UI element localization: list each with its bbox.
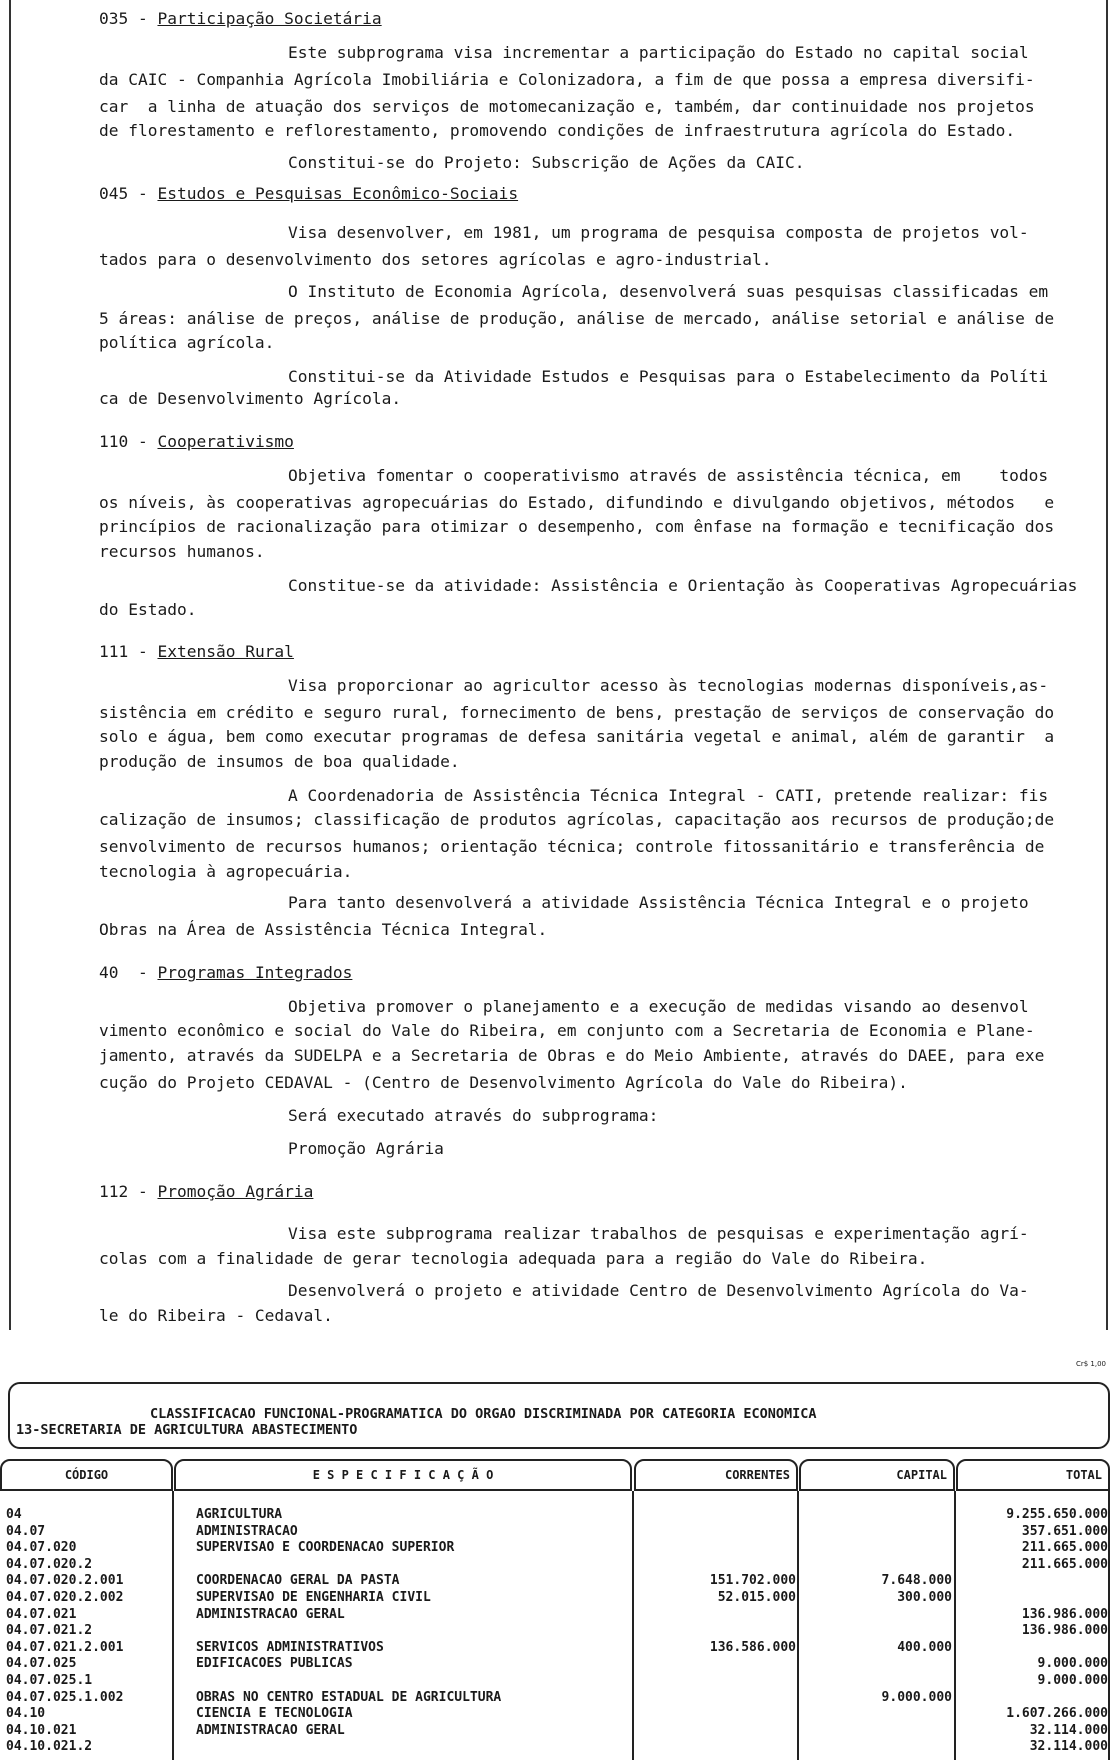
cell-total: 32.114.000	[1029, 1722, 1108, 1738]
section-heading	[99, 185, 518, 203]
cell-capital: 400.000	[897, 1639, 952, 1655]
section-title: Estudos e Pesquisas Econômico-Sociais	[157, 184, 519, 203]
section-number: 035 -	[99, 9, 158, 28]
cell-correntes: 52.015.000	[717, 1590, 796, 1605]
text-line: produção de insumos de boa qualidade.	[99, 752, 460, 771]
cell-total: 9.000.000	[1037, 1656, 1108, 1672]
text-line: O Instituto de Economia Agrícola, desenvolverá suas pesquisas classificadas em	[288, 282, 1049, 301]
cell-codigo: 04	[6, 1507, 22, 1522]
right-border	[1106, 0, 1108, 1330]
text-line: do Estado.	[99, 600, 197, 619]
text-line: Visa desenvolver, em 1981, um programa de pesquisa composta de projetos vol-	[288, 223, 1029, 242]
text-line: Para tanto desenvolverá a atividade Assistência Técnica Integral e o projeto	[288, 893, 1029, 912]
section-heading	[99, 643, 294, 661]
cell-especificacao: ADMINISTRACAO GERAL	[196, 1606, 345, 1622]
cell-codigo: 04.07.020.2.002	[6, 1590, 124, 1605]
text-line: car a linha de atuação dos serviços de motomecanização e, também, dar continuidade nos projetos	[99, 97, 1035, 116]
col-header-codigo: CÓDIGO	[0, 1459, 173, 1491]
text-line: cução do Projeto CEDAVAL - (Centro de Desenvolvimento Agrícola do Vale do Ribeira).	[99, 1073, 908, 1092]
cell-total: 211.665.000	[1021, 1540, 1108, 1556]
cell-especificacao: ADMINISTRACAO	[196, 1523, 298, 1539]
cell-codigo: 04.07.021	[6, 1606, 77, 1622]
section-heading	[99, 10, 382, 28]
text-line: Visa proporcionar ao agricultor acesso às tecnologias modernas disponíveis,as-	[288, 676, 1049, 695]
section-heading	[99, 433, 294, 451]
cell-codigo: 04.07.021.2.001	[6, 1639, 124, 1655]
cell-correntes: 151.702.000	[709, 1573, 796, 1589]
cell-codigo: 04.10	[6, 1706, 46, 1722]
cell-codigo: 04.07.020.2.001	[6, 1573, 124, 1589]
report-header	[8, 1382, 1110, 1449]
cell-total: 136.986.000	[1021, 1623, 1108, 1639]
table-row	[0, 1540, 1112, 1556]
table-row	[0, 1640, 1112, 1656]
text-line: política agrícola.	[99, 333, 275, 352]
cell-especificacao: EDIFICACOES PUBLICAS	[196, 1656, 353, 1672]
col-header-capital: CAPITAL	[799, 1459, 955, 1491]
cell-total: 136.986.000	[1021, 1606, 1108, 1622]
text-line: Este subprograma visa incrementar a participação do Estado no capital social	[288, 43, 1029, 62]
section-number: 045 -	[99, 184, 158, 203]
cell-total: 32.114.000	[1029, 1739, 1108, 1755]
cell-especificacao: SUPERVISAO DE ENGENHARIA CIVIL	[196, 1590, 431, 1605]
text-line: da CAIC - Companhia Agrícola Imobiliária e Colonizadora, a fim de que possa a empresa diversifi-	[99, 70, 1035, 89]
text-line: Objetiva fomentar o cooperativismo através de assistência técnica, em todos	[288, 466, 1049, 485]
text-line: A Coordenadoria de Assistência Técnica Integral - CATI, pretende realizar: fis	[288, 786, 1049, 805]
cell-especificacao: SUPERVISAO E COORDENACAO SUPERIOR	[196, 1540, 455, 1556]
cell-total: 1.607.266.000	[1006, 1706, 1108, 1722]
text-line: Desenvolverá o projeto e atividade Centro de Desenvolvimento Agrícola do Va-	[288, 1281, 1029, 1300]
cell-total: 211.665.000	[1021, 1556, 1108, 1572]
table-row	[0, 1623, 1112, 1639]
text-line: ca de Desenvolvimento Agrícola.	[99, 389, 402, 408]
text-line: sistência em crédito e seguro rural, fornecimento de bens, prestação de serviços de conservação do	[99, 703, 1055, 722]
table-row	[0, 1690, 1112, 1706]
currency-mark: Cr$ 1,00	[1075, 1360, 1106, 1368]
text-line: Visa este subprograma realizar trabalhos de pesquisas e experimentação agrí-	[288, 1224, 1029, 1243]
cell-total: 357.651.000	[1021, 1523, 1108, 1539]
cell-especificacao: AGRICULTURA	[196, 1507, 283, 1522]
table-row	[0, 1524, 1112, 1540]
col-header-total: TOTAL	[956, 1459, 1110, 1491]
table-row	[0, 1607, 1112, 1623]
text-line: colas com a finalidade de gerar tecnologia adequada para a região do Vale do Ribeira.	[99, 1249, 928, 1268]
text-line: os níveis, às cooperativas agropecuárias do Estado, difundindo e divulgando objetivos, métodos e	[99, 493, 1055, 512]
cell-codigo: 04.07.025.1.002	[6, 1689, 124, 1705]
text-line: de florestamento e reflorestamento, promovendo condições de infraestrutura agrícola do Estado.	[99, 121, 1016, 140]
text-line: calização de insumos; classificação de produtos agrícolas, capacitação aos recursos de produção;de	[99, 810, 1055, 829]
text-line: Obras na Área de Assistência Técnica Integral.	[99, 920, 548, 939]
text-line: senvolvimento de recursos humanos; orientação técnica; controle fitossanitário e transferência de	[99, 837, 1045, 856]
left-border	[9, 0, 11, 1330]
cell-codigo: 04.07.021.2	[6, 1623, 93, 1639]
cell-especificacao: SERVICOS ADMINISTRATIVOS	[196, 1639, 384, 1655]
cell-especificacao: ADMINISTRACAO GERAL	[196, 1722, 345, 1738]
cell-capital: 9.000.000	[881, 1689, 952, 1705]
cell-codigo: 04.07.020	[6, 1540, 77, 1556]
text-line: Constitui-se da Atividade Estudos e Pesquisas para o Estabelecimento da Políti	[288, 367, 1049, 386]
section-title: Promoção Agrária	[157, 1182, 314, 1201]
section-title: Participação Societária	[157, 9, 382, 28]
table-row	[0, 1706, 1112, 1722]
section-number: 112 -	[99, 1182, 158, 1201]
section-number: 40 -	[99, 963, 158, 982]
table-row	[0, 1739, 1112, 1755]
section-title: Extensão Rural	[157, 642, 294, 661]
text-line: Constitue-se da atividade: Assistência e Orientação às Cooperativas Agropecuárias	[288, 576, 1078, 595]
text-line: 5 áreas: análise de preços, análise de produção, análise de mercado, análise setorial e análise de	[99, 309, 1055, 328]
section-number: 111 -	[99, 642, 158, 661]
table-row	[0, 1723, 1112, 1739]
cell-capital: 300.000	[897, 1590, 952, 1605]
section-title: Cooperativismo	[157, 432, 294, 451]
text-line: tecnologia à agropecuária.	[99, 862, 353, 881]
text-line: Promoção Agrária	[288, 1139, 444, 1158]
cell-codigo: 04.10.021.2	[6, 1739, 93, 1755]
cell-codigo: 04.07.020.2	[6, 1556, 93, 1572]
table-row	[0, 1557, 1112, 1573]
cell-codigo: 04.10.021	[6, 1722, 77, 1738]
table-row	[0, 1590, 1112, 1606]
table-row	[0, 1673, 1112, 1689]
table-row	[0, 1573, 1112, 1589]
text-line: recursos humanos.	[99, 542, 265, 561]
col-header-correntes: CORRENTES	[634, 1459, 798, 1491]
table-row	[0, 1656, 1112, 1672]
section-heading	[99, 964, 352, 982]
text-line: solo e água, bem como executar programas de defesa sanitária vegetal e animal, além de garantir a	[99, 727, 1055, 746]
section-title: Programas Integrados	[157, 963, 353, 982]
text-line: princípios de racionalização para otimizar o desempenho, com ênfase na formação e tecnificação dos	[99, 517, 1055, 536]
text-line: jamento, através da SUDELPA e a Secretaria de Obras e do Meio Ambiente, através do DAEE, para exe	[99, 1046, 1045, 1065]
cell-correntes: 136.586.000	[709, 1639, 796, 1655]
report-title: CLASSIFICACAO FUNCIONAL-PROGRAMATICA DO ORGAO DISCRIMINADA POR CATEGORIA ECONOMICA	[150, 1406, 817, 1422]
text-line: Será executado através do subprograma:	[288, 1106, 659, 1125]
text-line: le do Ribeira - Cedaval.	[99, 1306, 333, 1325]
cell-especificacao: CIENCIA E TECNOLOGIA	[196, 1706, 353, 1722]
section-heading	[99, 1183, 313, 1201]
text-line: Constitui-se do Projeto: Subscrição de Ações da CAIC.	[288, 153, 805, 172]
cell-codigo: 04.07	[6, 1523, 46, 1539]
table-row	[0, 1507, 1112, 1523]
cell-capital: 7.648.000	[881, 1573, 952, 1589]
text-line: tados para o desenvolvimento dos setores agrícolas e agro-industrial.	[99, 250, 772, 269]
cell-codigo: 04.07.025.1	[6, 1673, 93, 1688]
report-subtitle: 13-SECRETARIA DE AGRICULTURA ABASTECIMENTO	[16, 1422, 358, 1438]
cell-codigo: 04.07.025	[6, 1656, 77, 1672]
cell-total: 9.255.650.000	[1006, 1507, 1108, 1522]
cell-especificacao: COORDENACAO GERAL DA PASTA	[196, 1573, 400, 1589]
text-line: Objetiva promover o planejamento e a execução de medidas visando ao desenvol	[288, 997, 1029, 1016]
cell-especificacao: OBRAS NO CENTRO ESTADUAL DE AGRICULTURA	[196, 1689, 502, 1705]
cell-total: 9.000.000	[1037, 1673, 1108, 1688]
text-line: vimento econômico e social do Vale do Ribeira, em conjunto com a Secretaria de Economia e Plane-	[99, 1021, 1035, 1040]
col-header-especificacao: E S P E C I F I C A Ç Ã O	[174, 1459, 632, 1491]
section-number: 110 -	[99, 432, 158, 451]
